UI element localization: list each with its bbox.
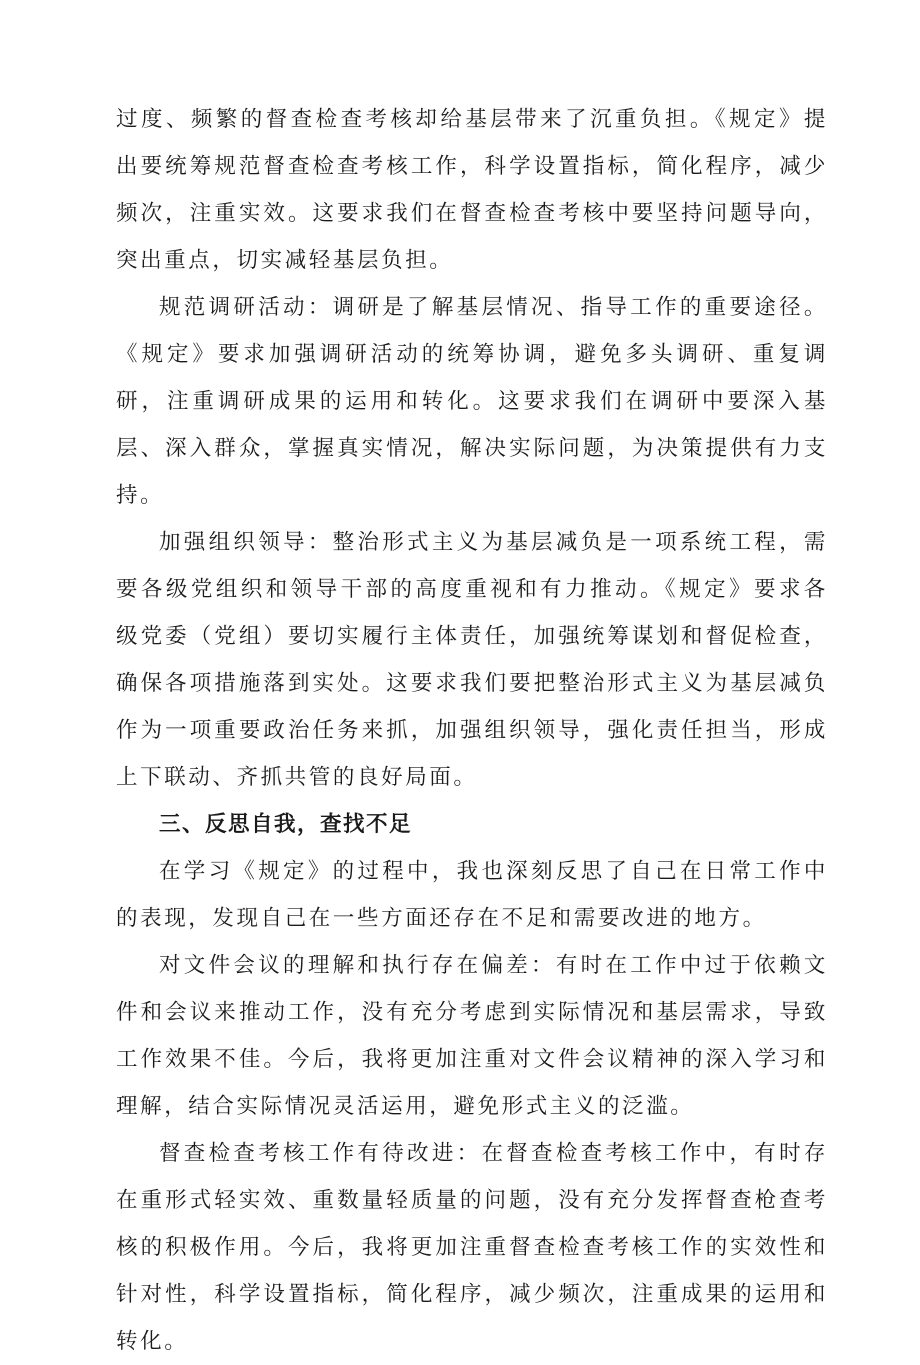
paragraph-inspection-burden: 过度、频繁的督查检查考核却给基层带来了沉重负担。《规定》提出要统筹规范督查检查考核工作，科学设置指标，简化程序，减少频次，注重实效。这要求我们在督查检查考核中要坚持问题导向，突出重点，切实减轻基层负担。 <box>116 107 828 273</box>
paragraph-inspection-improvement: 督查检查考核工作有待改进：在督查检查考核工作中，有时存在重形式轻实效、重数量轻质量的问题，没有充分发挥督查枪查考核的积极作用。今后，我将更加注重督查检查考核工作的实效性和针对性，科学设置指标，简化程序，减少频次，注重成果的运用和转化。 <box>116 1141 828 1354</box>
paragraph-document-meeting-deviation: 对文件会议的理解和执行存在偏差：有时在工作中过于依赖文件和会议来推动工作，没有充分考虑到实际情况和基层需求，导致工作效果不佳。今后，我将更加注重对文件会议精神的深入学习和理解，结合实际情况灵活运用，避免形式主义的泛滥。 <box>116 953 828 1119</box>
paragraph-organizational-leadership: 加强组织领导：整治形式主义为基层减负是一项系统工程，需要各级党组织和领导干部的高度重视和有力推动。《规定》要求各级党委（党组）要切实履行主体责任，加强统筹谋划和督促检查，确保各项措施落到实处。这要求我们要把整治形式主义为基层减负作为一项重要政治任务来抓，加强组织领导，强化责任担当，形成上下联动、齐抓共管的良好局面。 <box>116 530 828 790</box>
paragraph-reflection-intro: 在学习《规定》的过程中，我也深刻反思了自己在日常工作中的表现，发现自己在一些方面还存在不足和需要改进的地方。 <box>116 859 828 931</box>
paragraph-research-activities: 规范调研活动：调研是了解基层情况、指导工作的重要途径。《规定》要求加强调研活动的统筹协调，避免多头调研、重复调研，注重调研成果的运用和转化。这要求我们在调研中要深入基层、深入群众，掌握真实情况，解决实际问题，为决策提供有力支持。 <box>116 295 828 508</box>
section-heading-self-reflection: 三、反思自我，查找不足 <box>159 812 413 837</box>
document-body <box>116 96 828 1365</box>
